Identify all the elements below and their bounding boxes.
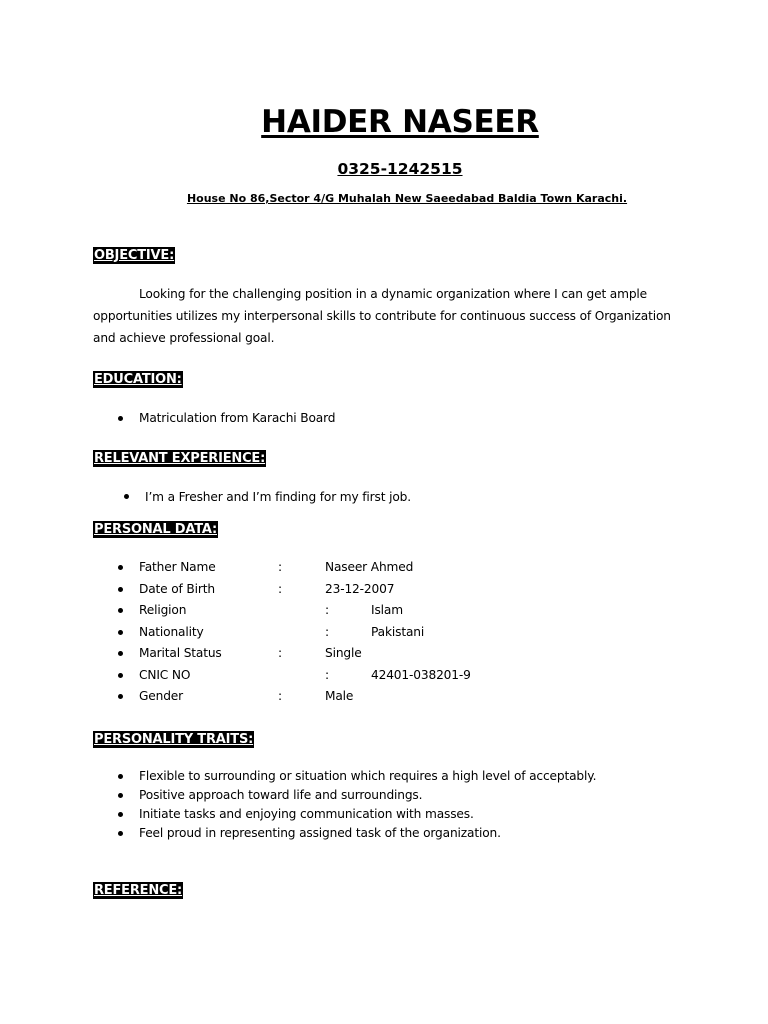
trait-item: Positive approach toward life and surroundings. (139, 788, 423, 802)
personal-separator: : (325, 603, 329, 617)
experience-heading: RELEVANT EXPERIENCE: (94, 451, 266, 466)
personal-label: Date of Birth (139, 582, 215, 596)
personal-data-heading: PERSONAL DATA: (94, 522, 217, 537)
bullet-icon (118, 416, 123, 421)
reference-heading: REFERENCE: (94, 883, 183, 898)
objective-heading: OBJECTIVE: (94, 248, 175, 263)
personal-separator: : (278, 689, 282, 703)
personal-separator: : (278, 646, 282, 660)
bullet-icon (118, 651, 123, 656)
personal-value: Islam (371, 603, 403, 617)
personal-separator: : (278, 582, 282, 596)
personal-label: CNIC NO (139, 668, 191, 682)
objective-line: Looking for the challenging position in a dynamic organization where I can get ample (139, 287, 648, 301)
personal-label: Father Name (139, 560, 216, 574)
bullet-icon (118, 774, 123, 779)
personal-value: Male (325, 689, 354, 703)
personal-value: 42401-038201-9 (371, 668, 471, 682)
bullet-icon (118, 565, 123, 570)
objective-line: and achieve professional goal. (93, 331, 275, 345)
personal-label: Religion (139, 603, 187, 617)
objective-line: opportunities utilizes my interpersonal skills to contribute for continuous success of Organization (93, 309, 671, 323)
phone-number: 0325-1242515 (337, 160, 463, 178)
trait-item: Flexible to surrounding or situation which requires a high level of acceptably. (139, 769, 597, 783)
objective-paragraph (93, 283, 673, 349)
personal-separator: : (325, 625, 329, 639)
education-item: Matriculation from Karachi Board (139, 411, 336, 425)
personal-label: Marital Status (139, 646, 222, 660)
bullet-icon (118, 673, 123, 678)
bullet-icon (118, 694, 123, 699)
personality-traits-heading: PERSONALITY TRAITS: (94, 732, 254, 747)
bullet-icon (118, 793, 123, 798)
personal-value: Naseer Ahmed (325, 560, 414, 574)
bullet-icon (118, 812, 123, 817)
home-address: House No 86,Sector 4/G Muhalah New Saeedabad Baldia Town Karachi. (186, 192, 628, 205)
trait-item: Feel proud in representing assigned task of the organization. (139, 826, 501, 840)
bullet-icon (118, 587, 123, 592)
bullet-icon (124, 494, 129, 499)
personal-value: Pakistani (371, 625, 425, 639)
candidate-name: HAIDER NASEER (261, 104, 539, 140)
experience-item: I’m a Fresher and I’m finding for my first job. (145, 490, 411, 504)
bullet-icon (118, 831, 123, 836)
personal-separator: : (278, 560, 282, 574)
personal-value: 23-12-2007 (325, 582, 395, 596)
personal-label: Nationality (139, 625, 204, 639)
trait-item: Initiate tasks and enjoying communication with masses. (139, 807, 474, 821)
bullet-icon (118, 608, 123, 613)
personal-value: Single (325, 646, 362, 660)
education-heading: EDUCATION: (94, 372, 182, 387)
personal-label: Gender (139, 689, 184, 703)
bullet-icon (118, 630, 123, 635)
personal-separator: : (325, 668, 329, 682)
